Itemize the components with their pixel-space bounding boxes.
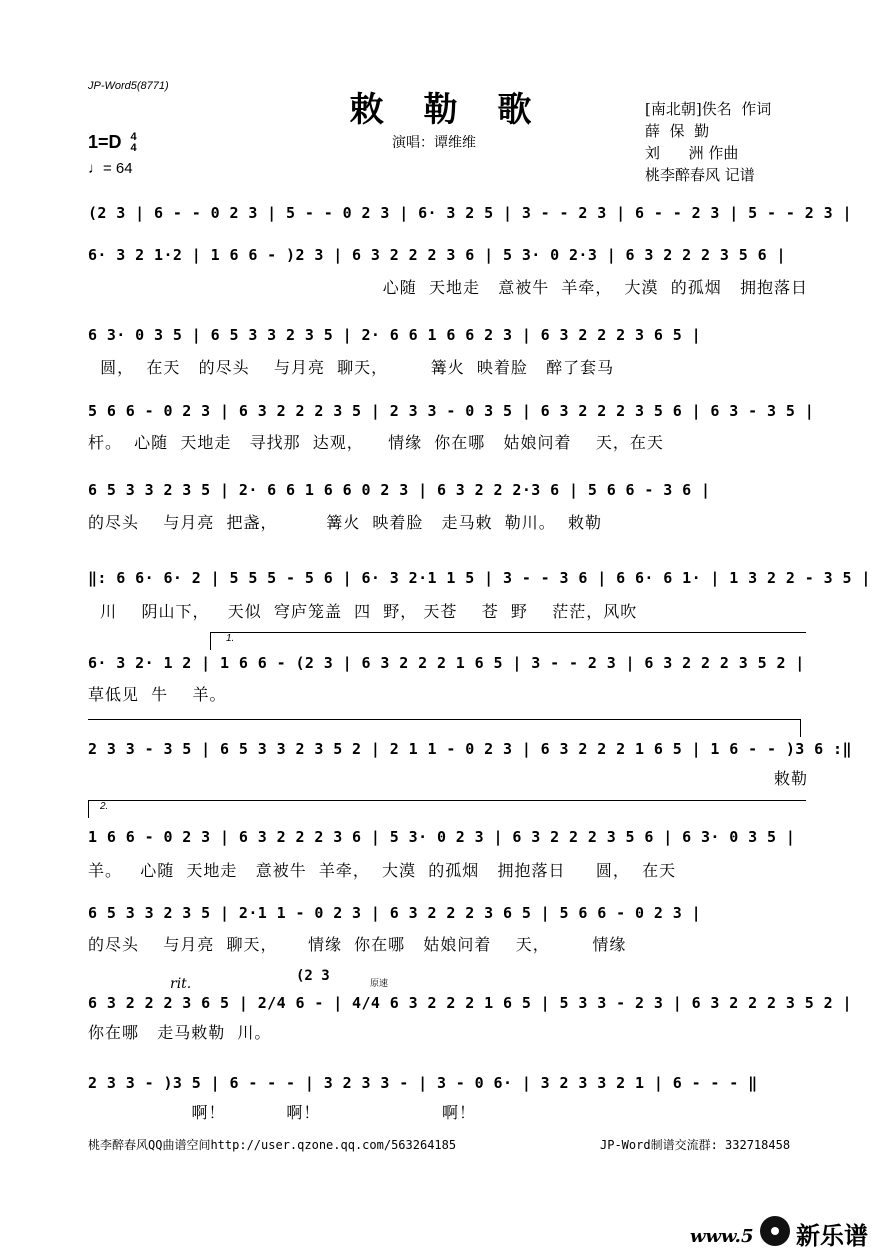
time-signature	[131, 132, 137, 154]
ritardando-mark: rit.	[170, 976, 192, 992]
a-tempo-mark: 原速	[370, 978, 389, 988]
watermark-url: www.5	[690, 1226, 754, 1247]
key-label: 1=D	[88, 132, 122, 152]
score-line-3-lyrics: 圆， 在天 的尽头 与月亮 聊天， 篝火 映着脸 醉了套马	[88, 358, 615, 377]
score-line-10-notes: 6 5 3 3 2 3 5 | 2·1 1 - 0 2 3 | 6 3 2 2 2 3 6 5 | 5 6 6 - 0 2 3 |	[88, 904, 701, 922]
volta-1-bracket	[210, 632, 806, 633]
volta-2-label: 2.	[100, 801, 109, 812]
footer-group: JP-Word制谱交流群: 332718458	[600, 1138, 791, 1152]
volta-1-end	[800, 719, 801, 737]
score-line-2-notes: 6· 3 2 1·2 | 1 6 6 - )2 3 | 6 3 2 2 2 3 6 | 5 3· 0 2·3 | 6 3 2 2 2 3 5 6 |	[88, 246, 786, 264]
score-line-8-lyrics: 敕勒	[773, 769, 808, 788]
score-line-9-lyrics: 羊。 心随 天地走 意被牛 羊牵， 大漠 的孤烟 拥抱落日 圆， 在天	[88, 861, 677, 880]
score-line-5-lyrics: 的尽头 与月亮 把盏， 篝火 映着脸 走马敕 勒川。 敕勒	[88, 513, 602, 532]
score-line-7-notes: 6· 3 2· 1 2 | 1 6 6 - (2 3 | 6 3 2 2 2 1 6 5 | 3 - - 2 3 | 6 3 2 2 2 3 5 2 |	[88, 654, 805, 672]
key-signature	[88, 132, 137, 154]
volta-2-bracket-start	[88, 800, 89, 818]
volta-2-bracket	[88, 800, 806, 801]
score-line-11-notes: 6 3 2 2 2 3 6 5 | 2/4 6 - | 4/4 6 3 2 2 2 1 6 5 | 5 3 3 - 2 3 | 6 3 2 2 2 3 5 2 |	[88, 994, 852, 1012]
watermark-logo	[760, 1214, 872, 1248]
score-line-3-notes: 6 3· 0 3 5 | 6 5 3 3 2 3 5 | 2· 6 6 1 6 6 2 3 | 6 3 2 2 2 3 6 5 |	[88, 326, 701, 344]
score-line-1-notes: (2 3 | 6 - - 0 2 3 | 5 - - 0 2 3 | 6· 3 2 5 | 3 - - 2 3 | 6 - - 2 3 | 5 - - 2 3 |	[88, 204, 852, 222]
credit-music: 刘 洲 作曲	[645, 144, 739, 162]
score-line-4-notes: 5 6 6 - 0 2 3 | 6 3 2 2 2 3 5 | 2 3 3 - 0 3 5 | 6 3 2 2 2 3 5 6 | 6 3 - 3 5 |	[88, 402, 815, 420]
credits-block	[645, 98, 771, 186]
credit-transcriber: 桃李醉春风 记谱	[645, 166, 755, 184]
footer-qzone: 桃李醉春风QQ曲谱空间http://user.qzone.qq.com/563264185	[88, 1138, 457, 1152]
singer-credit: 演唱：谭维维	[392, 134, 476, 150]
score-line-2-lyrics: 心随 天地走 意被牛 羊牵， 大漠 的孤烟 拥抱落日	[382, 278, 808, 297]
song-title: 敕 勒 歌	[349, 90, 546, 130]
score-line-6-lyrics: 川 阴山下， 天似 穹庐笼盖 四 野， 天苍 苍 野 茫茫，风吹	[88, 602, 638, 621]
score-line-10-lyrics: 的尽头 与月亮 聊天， 情缘 你在哪 姑娘问着 天， 情缘	[88, 935, 627, 954]
score-line-12-lyrics: 啊！ 啊！ 啊！	[88, 1103, 477, 1122]
time-top: 4	[130, 131, 137, 144]
watermark-brand: 新乐谱	[796, 1223, 868, 1250]
volta-1-continuation	[88, 719, 800, 720]
score-line-6-notes: ‖: 6 6· 6· 2 | 5 5 5 - 5 6 | 6· 3 2·1 1 5 | 3 - - 3 6 | 6 6· 6 1· | 1 3 2 2 - 3 5 |	[88, 569, 871, 587]
credit-lyrics-line2: 薛 保 勤	[645, 122, 710, 140]
volta-1-bracket-start	[210, 632, 211, 650]
score-line-12-notes: 2 3 3 - )3 5 | 6 - - - | 3 2 3 3 - | 3 - 0 6· | 3 2 3 3 2 1 | 6 - - - ‖	[88, 1074, 758, 1092]
intro-pickup: (2 3	[296, 968, 330, 984]
score-line-5-notes: 6 5 3 3 2 3 5 | 2· 6 6 1 6 6 0 2 3 | 6 3 2 2 2·3 6 | 5 6 6 - 3 6 |	[88, 481, 711, 499]
software-label: JP-Word5(8771)	[88, 80, 169, 92]
time-bottom: 4	[130, 142, 137, 155]
score-line-8-notes: 2 3 3 - 3 5 | 6 5 3 3 2 3 5 2 | 2 1 1 - 0 2 3 | 6 3 2 2 2 1 6 5 | 1 6 - - )3 6 :‖	[88, 740, 852, 758]
credit-lyrics: [南北朝]佚名 作词	[645, 100, 772, 118]
score-line-9-notes: 1 6 6 - 0 2 3 | 6 3 2 2 2 3 6 | 5 3· 0 2 3 | 6 3 2 2 2 3 5 6 | 6 3· 0 3 5 |	[88, 828, 796, 846]
score-line-7-lyrics: 草低见 牛 羊。	[88, 685, 227, 704]
score-line-4-lyrics: 杆。 心随 天地走 寻找那 达观， 情缘 你在哪 姑娘问着 天，在天	[88, 433, 664, 452]
volta-1-label: 1.	[226, 633, 235, 644]
tempo-marking: ♩= 64	[88, 160, 133, 177]
score-line-11-lyrics: 你在哪 走马敕勒 川。	[88, 1023, 272, 1042]
disc-icon	[760, 1216, 790, 1246]
